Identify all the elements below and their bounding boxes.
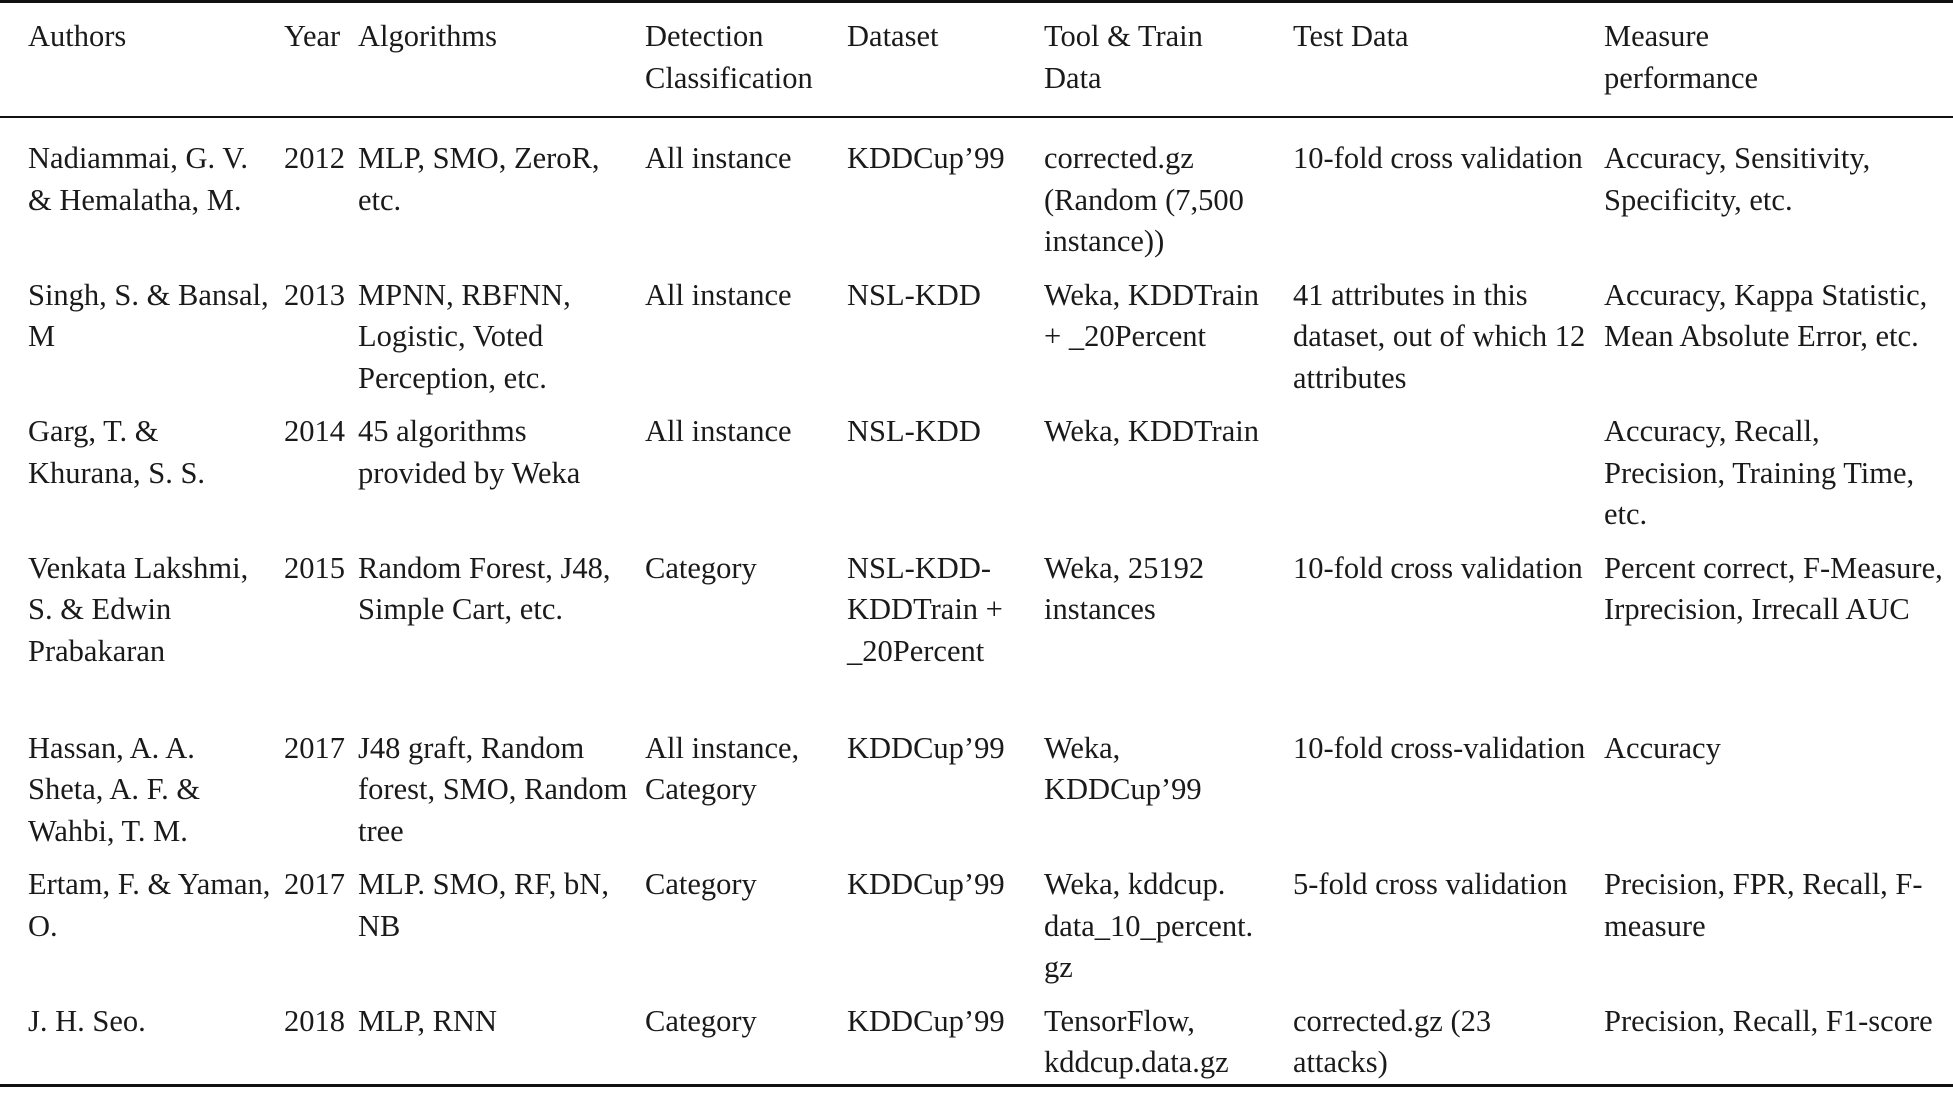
- table-row: [0, 989, 1953, 1086]
- cell-dataset: KDDCup’99: [847, 141, 1005, 175]
- cell-year: 2012: [284, 141, 345, 175]
- cell-authors: Hassan, A. A. Sheta, A. F. & Wahbi, T. M.: [28, 730, 201, 848]
- table-row: [0, 852, 1953, 989]
- cell-tool: Weka, KDDTrain: [1044, 414, 1259, 448]
- cell-algorithms: MLP. SMO, RF, bN, NB: [358, 867, 609, 943]
- cell-measure: Precision, FPR, Recall, F-measure: [1604, 867, 1923, 943]
- cell-measure: Accuracy: [1604, 730, 1721, 765]
- cell-measure: Accuracy, Sensitivity, Specificity, etc.: [1604, 141, 1871, 217]
- cell-algorithms: MLP, SMO, ZeroR, etc.: [358, 141, 600, 217]
- header-year: Year: [284, 19, 341, 53]
- cell-measure: Percent correct, F-Measure, Irprecision, Irrecall AUC: [1604, 550, 1943, 626]
- cell-dataset: NSL-KDD-KDDTrain + _20Percent: [847, 550, 1003, 668]
- header-authors: Authors: [28, 19, 127, 53]
- header-dataset: Dataset: [847, 19, 939, 53]
- cell-tool: Weka, KDDCup’99: [1044, 730, 1202, 806]
- table-row: [0, 263, 1953, 400]
- cell-authors: Garg, T. & Khurana, S. S.: [28, 414, 206, 490]
- cell-detection: All instance: [645, 277, 792, 312]
- cell-detection: All instance: [645, 414, 792, 448]
- cell-algorithms: Random Forest, J48, Simple Cart, etc.: [358, 550, 611, 626]
- cell-algorithms: 45 algorithms provided by Weka: [358, 414, 581, 490]
- cell-authors: Venkata Lakshmi, S. & Edwin Prabakaran: [28, 550, 249, 668]
- cell-test-data: 10-fold cross-validation: [1293, 730, 1586, 765]
- table-row: [0, 117, 1953, 263]
- cell-year: 2017: [284, 730, 345, 765]
- cell-detection: All instance, Category: [645, 730, 800, 806]
- cell-authors: Ertam, F. & Yaman, O.: [28, 867, 271, 943]
- cell-authors: Nadiammai, G. V. & Hemalatha, M.: [28, 141, 248, 217]
- cell-dataset: KDDCup’99: [847, 1003, 1005, 1038]
- cell-detection: Category: [645, 1003, 757, 1038]
- table-header: [0, 2, 1953, 118]
- header-detection-classification: Detection Classification: [645, 19, 813, 95]
- cell-test-data: [1287, 399, 1598, 536]
- cell-tool: Weka, 25192 instances: [1044, 550, 1205, 626]
- cell-dataset: NSL-KDD: [847, 277, 981, 312]
- header-algorithms: Algorithms: [358, 19, 497, 53]
- cell-dataset: KDDCup’99: [847, 730, 1005, 765]
- cell-authors: J. H. Seo.: [28, 1003, 146, 1038]
- cell-detection: All instance: [645, 141, 792, 175]
- cell-test-data: 10-fold cross validation: [1293, 550, 1583, 585]
- cell-dataset: KDDCup’99: [847, 867, 1005, 901]
- cell-dataset: NSL-KDD: [847, 414, 981, 448]
- cell-tool: corrected.gz (Random (7,500 instance)): [1044, 141, 1244, 258]
- cell-detection: Category: [645, 550, 757, 585]
- table-row: [0, 716, 1953, 853]
- header-row: [0, 2, 1953, 118]
- header-measure-performance: Measure performance: [1604, 19, 1759, 95]
- table-row: [0, 536, 1953, 716]
- cell-authors: Singh, S. & Bansal, M: [28, 277, 269, 353]
- cell-algorithms: J48 graft, Random forest, SMO, Random tree: [358, 730, 628, 848]
- cell-year: 2018: [284, 1003, 345, 1038]
- cell-measure: Accuracy, Kappa Statistic, Mean Absolute Error, etc.: [1604, 277, 1928, 353]
- cell-measure: Accuracy, Recall, Precision, Training Time, etc.: [1604, 414, 1915, 531]
- header-test-data: Test Data: [1293, 19, 1409, 53]
- table-body: [0, 117, 1953, 1085]
- cell-test-data: corrected.gz (23 attacks): [1293, 1003, 1492, 1079]
- table-row: [0, 399, 1953, 536]
- cell-tool: Weka, KDDTrain + _20Percent: [1044, 277, 1259, 353]
- cell-tool: Weka, kddcup. data_10_percent. gz: [1044, 867, 1254, 984]
- cell-year: 2017: [284, 867, 345, 901]
- cell-algorithms: MLP, RNN: [358, 1003, 497, 1038]
- cell-year: 2014: [284, 414, 345, 448]
- header-tool-train-data: Tool & Train Data: [1044, 19, 1203, 95]
- cell-test-data: 5-fold cross validation: [1293, 867, 1568, 901]
- cell-test-data: 10-fold cross validation: [1293, 141, 1583, 175]
- cell-measure: Precision, Recall, F1-score: [1604, 1003, 1933, 1038]
- cell-algorithms: MPNN, RBFNN, Logistic, Voted Perception, etc.: [358, 277, 571, 395]
- cell-year: 2015: [284, 550, 345, 585]
- cell-year: 2013: [284, 277, 345, 312]
- cell-detection: Category: [645, 867, 757, 901]
- cell-tool: TensorFlow, kddcup.data.gz: [1044, 1003, 1229, 1079]
- cell-test-data: 41 attributes in this dataset, out of which 12 attributes: [1293, 277, 1586, 395]
